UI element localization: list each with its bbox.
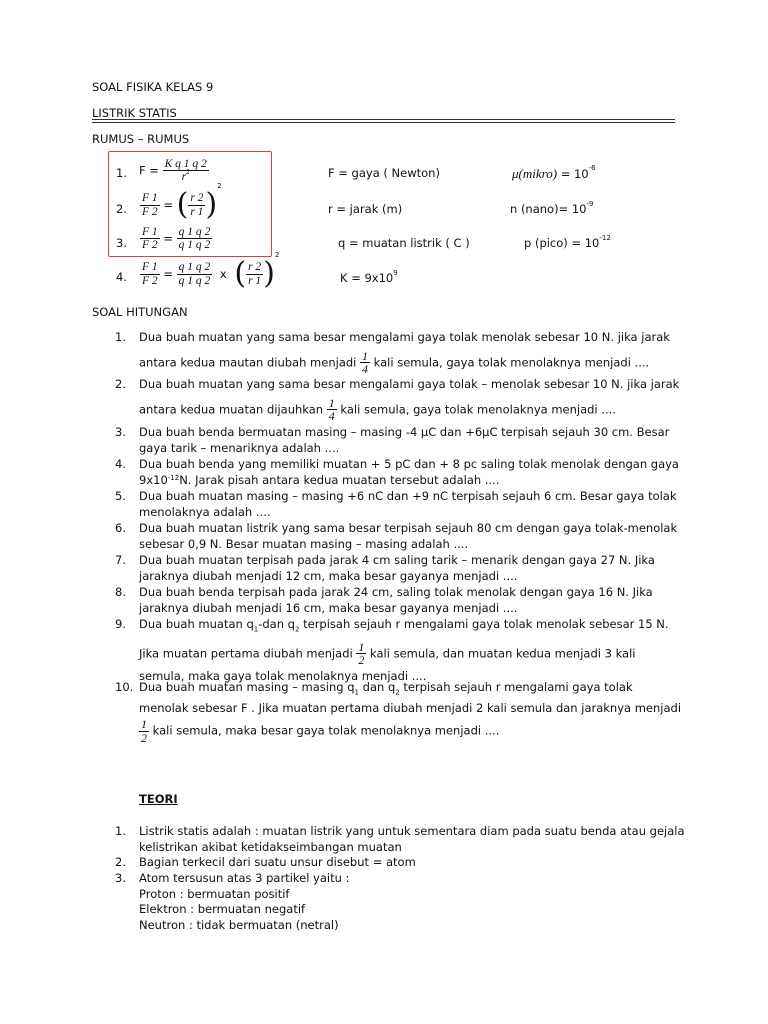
item-text: Atom tersusun atas 3 partikel yaitu : Proton : bermuatan positif Elektron : bermuatan negatif Neutron : tidak bermuatan (netral) (139, 871, 350, 932)
item-text: Dua buah muatan yang sama besar mengalami gaya tolak – menolak sebesar 10 N. jika jarak antara kedua muatan dijauhkan $\frac{1}{4}$ kali semula, gaya tolak menolaknya menjadi .... (139, 377, 680, 424)
item-text: Dua buah muatan masing – masing +6 nC dan +9 nC terpisah sejauh 6 cm. Besar gaya tolak menolaknya adalah .... (139, 489, 677, 519)
list-item (115, 377, 685, 424)
formula-4-distance-fraction: $\frac{r 2}{r 1}$ (248, 261, 262, 287)
item-text: Dua buah muatan listrik yang sama besar terpisah sejauh 80 cm dengan gaya tolak-menolak sebesar 0,9 N. Besar muatan masing – masing adalah .... (139, 521, 678, 551)
item-text: Dua buah muatan $q_1$-dan $q_2$ terpisah sejauh r mengalami gaya tolak menolak sebesar 15 N. Jika muatan pertama diubah menjadi $\frac{1}{2}$ kali semula, dan muatan kedua menjadi 3 kali semula, maka gaya tolak menolaknya menjadi .... (139, 617, 669, 683)
formula-3-number: 3. (116, 236, 127, 250)
item-text: Dua buah muatan terpisah pada jarak 4 cm saling tarik – menarik dengan gaya 27 N. Jika jaraknya diubah menjadi 12 cm, maka besar gayanya menjadi .... (139, 553, 655, 583)
soal-heading: SOAL HITUNGAN (92, 305, 188, 319)
item-number: 3. (115, 871, 126, 885)
teori-heading: TEORI (139, 792, 178, 806)
item-number: 2. (115, 855, 126, 869)
item-text: Dua buah benda bermuatan masing – masing -4 μC dan +6μC terpisah sejauh 30 cm. Besar gaya tarik – menariknya adalah .... (139, 425, 670, 455)
formula-3-rhs-fraction: $\frac{q 1 q 2}{q 1 q 2}$ (178, 226, 211, 252)
legend-nano: n (nano)= $10^{-9}$ (510, 200, 594, 216)
item-text: Dua buah benda yang memiliki muatan + 5 pC dan + 8 pc saling tolak menolak dengan gaya $9x10^{-12}N$. Jarak pisah antara kedua muatan tersebut adalah .... (139, 457, 679, 487)
formula-1 (139, 158, 209, 183)
formula-1-lhs: F = (139, 163, 159, 178)
formula-1-denominator: $r^2$ (181, 168, 190, 184)
formula-2-exponent: 2 (217, 182, 222, 190)
divider-bottom (92, 122, 675, 123)
formula-4: $\frac{F 1}{F 2}$ = $\frac{q 1 q 2}{q 1 q 2}$ x ( $\frac{r 2}{r 1}$ )$^2$ (142, 251, 280, 291)
formula-1-number: 1. (116, 166, 127, 180)
item-text: Listrik statis adalah : muatan listrik yang untuk sementara diam pada suatu benda atau gejala kelistrikan akibat ketidakseimbangan muatan (139, 824, 685, 854)
formula-4-number: 4. (116, 270, 127, 284)
legend-pico: p (pico) = $10^{-12}$ (524, 234, 611, 250)
item-number: 7. (115, 553, 126, 567)
item-number: 1. (115, 330, 126, 344)
formula-1-numerator: K q 1 q 2 (164, 158, 207, 170)
item-number: 4. (115, 457, 126, 471)
formula-4-charge-fraction: $\frac{q 1 q 2}{q 1 q 2}$ (178, 261, 211, 287)
formula-2-lhs-fraction: $\frac{F 1}{F 2}$ (142, 192, 158, 218)
item-text: Dua buah muatan masing – masing $q_1$ dan $q_2$ terpisah sejauh r mengalami gaya tolak menolak sebesar F . Jika muatan pertama diubah menjadi 2 kali semula dan jaraknya menjadi $\frac{1}{2}$ kali semula, maka besar gaya tolak menolaknya menjadi .... (139, 680, 682, 745)
item-number: 9. (115, 617, 126, 631)
item-number: 2. (115, 377, 126, 391)
formula-2-rhs-fraction: $\frac{r 2}{r 1}$ (190, 192, 204, 218)
formula-2: $\frac{F 1}{F 2}$ = ( $\frac{r 2}{r 1}$ )$^2$ (142, 182, 222, 222)
doc-subtitle: LISTRIK STATIS (92, 106, 177, 120)
item-number: 1. (115, 824, 126, 838)
legend-force: F = gaya ( Newton) (328, 166, 440, 180)
formula-4-times: x (219, 267, 227, 281)
formula-3-equals: = (163, 231, 173, 246)
formula-3-lhs-fraction: $\frac{F 1}{F 2}$ (142, 226, 158, 252)
item-text: Dua buah benda terpisah pada jarak 24 cm, saling tolak menolak dengan gaya 16 N. Jika jaraknya diubah menjadi 16 cm, maka besar gayanya menjadi .... (139, 585, 653, 615)
formula-4-exponent: 2 (274, 251, 280, 259)
item-number: 3. (115, 425, 126, 439)
legend-charge: q = muatan listrik ( C ) (338, 236, 470, 250)
legend-mikro: μ(mikro) = $10^{-6}$ (512, 164, 596, 181)
item-number: 10. (115, 680, 134, 694)
divider-top (92, 119, 675, 120)
list-item (115, 330, 685, 377)
legend-constant: $K = 9x10^9$ (340, 269, 398, 285)
item-text: Bagian terkecil dari suatu unsur disebut = atom (139, 855, 416, 869)
formula-4-equals: = (163, 267, 173, 281)
formula-2-number: 2. (116, 202, 127, 216)
formula-2-equals: = (163, 198, 173, 212)
formula-3 (140, 226, 212, 251)
item-number: 6. (115, 521, 126, 535)
formula-4-lhs-fraction: $\frac{F 1}{F 2}$ (142, 261, 158, 287)
rumus-heading: RUMUS – RUMUS (92, 132, 190, 146)
doc-title: SOAL FISIKA KELAS 9 (92, 80, 214, 94)
item-number: 5. (115, 489, 126, 503)
item-number: 8. (115, 585, 126, 599)
item-text: Dua buah muatan yang sama besar mengalami gaya tolak menolak sebesar 10 N. jika jarak antara kedua mautan diubah menjadi $\frac{1}{4}$ kali semula, gaya tolak menolaknya menjadi .... (139, 330, 670, 377)
formula-1-fraction (163, 158, 209, 183)
legend-distance: r = jarak (m) (328, 202, 403, 216)
